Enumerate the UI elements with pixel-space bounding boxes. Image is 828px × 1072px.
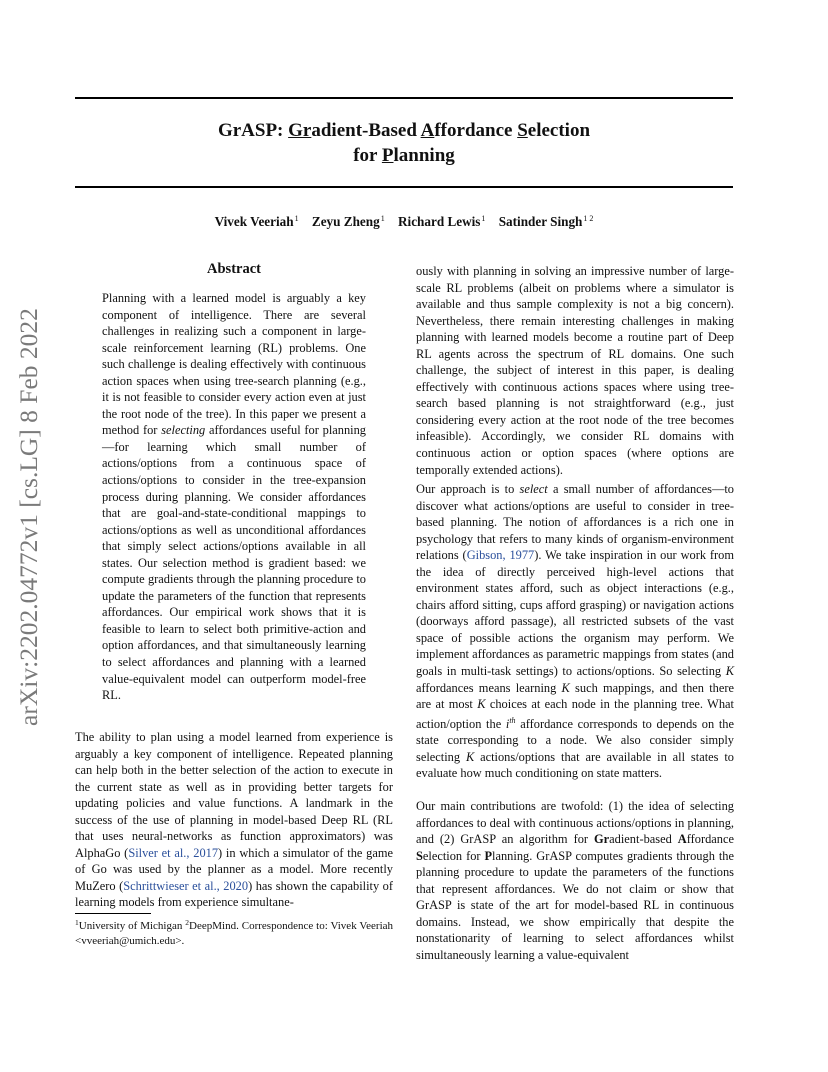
author: Zeyu Zheng$^1$ <box>311 214 385 229</box>
author: Vivek Veeriah$^1$ <box>214 214 299 229</box>
contributions-paragraph: Our main contributions are twofold: (1) the idea of selecting affordances to deal with continuous actions/options in planning, and (2) GrASP an algorithm for Gradient-based Affordance Selection for Planning. GrASP computes gradients through the planning procedure to update the parameters of the functions that represent affordances. We do not claim or show that GrASP is state of the art for model-based RL in continuous domains. Instead, we show empirically that despite the nonstationarity of learning to select affordances whilst simultaneously learning a value-equivalent <box>416 799 734 962</box>
footnote: $^1$University of Michigan $^2$DeepMind. Correspondence to: Vivek Veeriah <vveeriah@umich.edu>. <box>75 918 394 947</box>
citation-link[interactable]: Schrittwieser et al., 2020 <box>123 878 249 893</box>
abstract-text: Planning with a learned model is arguably a key component of intelligence. There are several challenges in realizing such a component in large-scale reinforcement learning (RL) problems. One such challenge is dealing effectively with continuous action spaces when using tree-search planning (e.g., it is not feasible to consider every action even at just the root node of the tree). In this paper we present a method for selecting affordances useful for planning—for learning which small number of actions/options from a continuous space of actions/options to consider in the tree-expansion process during planning. We consider affordances that are goal-and-state-conditional mappings to actions/options as well as unconditional affordances that simply select actions/options available in all states. Our selection method is gradient based: we compute gradients through the planning procedure to update the parameters of the function that represents affordances. Our empirical work shows that it is feasible to learn to select both primitive-action and option affordances, and that simultaneously learning to select affordances and planning with a learned value-equivalent model can outperform model-free RL. <box>102 291 367 703</box>
citation-link[interactable]: Silver et al., 2017 <box>128 845 219 860</box>
approach-paragraph: Our approach is to select a small number of affordances—to discover what actions/options are useful to consider in tree-based planning. The notion of affordances is a rich one in psychology that refers to many kinds of organism-environment relations (Gibson, 1977). We take inspiration in our work from the idea of directly perceived high-level actions that environment states afford, such as object interactions (e.g., chairs afford sitting, cups afford grasping) or navigation actions (doorways afford passage), all restricted subsets of the vast space of possible actions the organism may perform. We implement affordances as parametric mappings from states (and goals in multi-task settings) to actions/options. So selecting K affordances means learning K such mappings, and then there are at most K choices at each node in the planning tree. What action/option the $i^{th}$ affordance corresponds to depends on the state corresponding to a node. We also consider simply selecting K actions/options that are available in all states to evaluate how much conditioning on state matters. <box>416 482 735 781</box>
paper-title: GrASP: Gradient-Based Affordance Selection for Planning <box>217 120 591 166</box>
author: Richard Lewis$^1$ <box>398 214 486 229</box>
arxiv-identifier: arXiv:2202.04772v1 [cs.LG] 8 Feb 2022 <box>14 308 43 726</box>
author-list <box>75 214 733 230</box>
author: Satinder Singh$^{1 2}$ <box>498 214 594 229</box>
intro-paragraph: The ability to plan using a model learned from experience is arguably a key component of intelligence. Repeated planning can help both in the better selection of the action to execute in the current state as well as in providing better targets for updating policies and value functions. A landmark in the success of the use of planning in model-based Deep RL (RL that uses neural-networks as function approximators) was AlphaGo (Silver et al., 2017) in which a simulator of the game of Go was used by the planner as a model. More recently MuZero (Schrittwieser et al., 2020) has shown the capability of learning models from experience simultane- <box>75 730 394 910</box>
intro-paragraph-continued: ously with planning in solving an impressive number of large-scale RL problems (albeit on problems where a simulator is available and thus sample complexity is not a big concern). Nevertheless, there remain interesting challenges in making planning with learned models become a routine part of Deep RL agents across the spectrum of RL domains. One such challenge, the subject of interest in this paper, is dealing effectively with continuous actions spaces where using tree-search based planning is not straightforward (e.g., just considering every action at the root node of the tree becomes infeasible). Accordingly, we consider RL domains with continuous action or option spaces (where options are temporally extended actions). <box>416 264 734 477</box>
citation-link[interactable]: Gibson, 1977 <box>466 548 535 563</box>
title-bottom-rule <box>75 186 733 188</box>
top-rule <box>75 97 733 99</box>
abstract-heading: Abstract <box>207 261 261 277</box>
footnote-rule <box>75 913 151 914</box>
